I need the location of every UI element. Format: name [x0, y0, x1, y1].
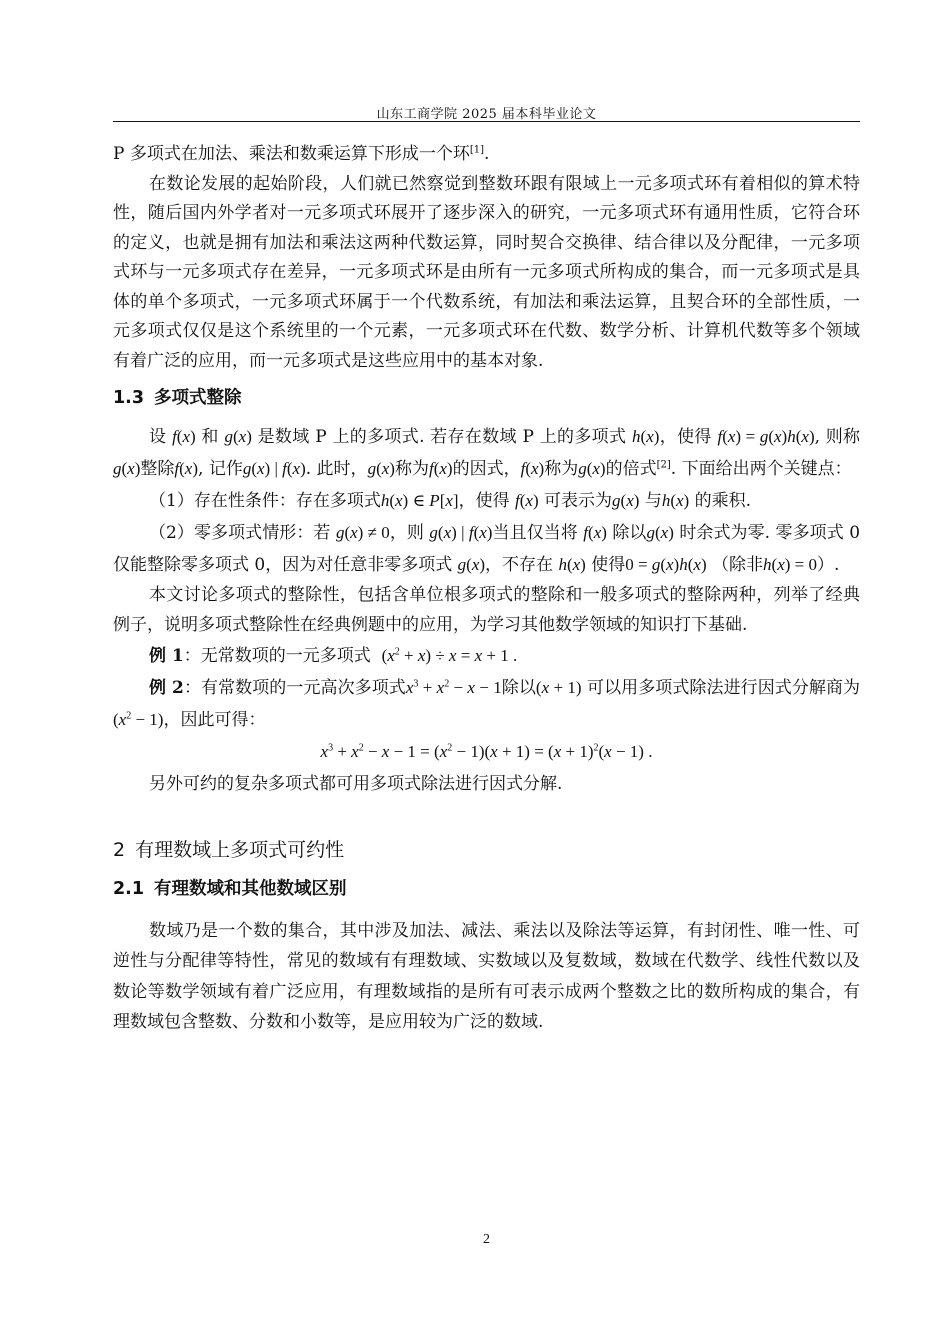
paragraph-scope: 本文讨论多项式的整除性，包括含单位根多项式的整除和一般多项式的整除两种，列举了经典例子，说明多项式整除性在经典例题中的应用，为学习其他数学领域的知识打下基础.	[113, 585, 860, 635]
example-2: 例 2：有常数项的一元高次多项式$x^3 + x^2 - x - 1$除以(x + 1) 可以用多项式除法进行因式分解商为$(x^2 - 1)$，因此可得：	[113, 678, 861, 730]
paragraph-existence: （1）存在性条件：存在多项式h(x) ∈ P[x]，使得 f(x) 可表示为g(x) 与h(x) 的乘积.	[149, 491, 752, 511]
header-rule	[113, 121, 860, 122]
section-heading-1-3: 1.3 多项式整除	[113, 388, 242, 408]
paragraph-zero-polynomial: （2）零多项式情形：若 g(x) ≠ 0，则 g(x) | f(x)当且仅当将 f(x) 除以g(x) 时余式为零. 零多项式 0 仅能整除零多项式 0，因为对任意非零多项式 g(x)，不存在 h(x) 使得0 = g(x)h(x) （除非h(x) = 0）.	[113, 523, 861, 575]
document-body	[113, 140, 860, 1038]
citation: [2]	[656, 459, 671, 471]
paragraph-number-field: 数域乃是一个数的集合，其中涉及加法、减法、乘法以及除法等运算，有封闭性、唯一性、可逆性与分配律等特性，常见的数域有有理数域、实数域以及复数域，数域在代数学、线性代数以及数论等数学领域有着广泛应用，有理数域指的是所有可表示成两个整数之比的数所构成的集合，有理数域包含整数、分数和小数等，是应用较为广泛的数域.	[113, 920, 860, 1032]
factorization-equation: $x^3 + x^2 - x - 1 = (x^2 - 1)(x + 1) = (x + 1)^2(x - 1)$ .	[320, 742, 653, 761]
paragraph-history: 在数论发展的起始阶段，人们就已然察觉到整数环跟有限域上一元多项式环有着相似的算术特性，随后国内外学者对一元多项式环展开了逐步深入的研究，一元多项式环有通用性质，它符合环的定义，也就是拥有加法和乘法这两种代数运算，同时契合交换律、结合律以及分配律，一元多项式环与一元多项式存在差异，一元多项式环是由所有一元多项式所构成的集合，而一元多项式是具体的单个多项式，一元多项式环属于一个代数系统，有加法和乘法运算，且契合环的全部性质，一元多项式仅仅是这个系统里的一个元素，一元多项式环在代数、数学分析、计算机代数等多个领域有着广泛的应用，而一元多项式是这些应用中的基本对象.	[113, 173, 860, 371]
paragraph-ring: P 多项式在加法、乘法和数乘运算下形成一个环[1].	[113, 144, 490, 164]
paragraph-reducible: 另外可约的复杂多项式都可用多项式除法进行因式分解.	[149, 774, 563, 794]
example-1: 例 1：无常数项的一元多项式 $(x^2 + x) \div x = x + 1$ .	[149, 646, 518, 666]
citation: [1]	[469, 144, 485, 156]
page-number: 2	[483, 1232, 490, 1247]
running-header: 山东工商学院 2025 届本科毕业论文	[376, 107, 597, 122]
section-heading-2-1: 2.1 有理数域和其他数域区别	[113, 878, 347, 899]
section-heading-2: 2 有理数域上多项式可约性	[113, 838, 345, 861]
paragraph-divisibility-def: 设 f(x) 和 g(x) 是数域 P 上的多项式. 若存在数域 P 上的多项式 h(x)，使得 f(x) = g(x)h(x), 则称g(x)整除f(x), 记作g(x) | f(x). 此时，g(x)称为f(x)的因式，f(x)称为g(x)的倍式[2]. 下面给出两个关键点：	[113, 427, 861, 479]
